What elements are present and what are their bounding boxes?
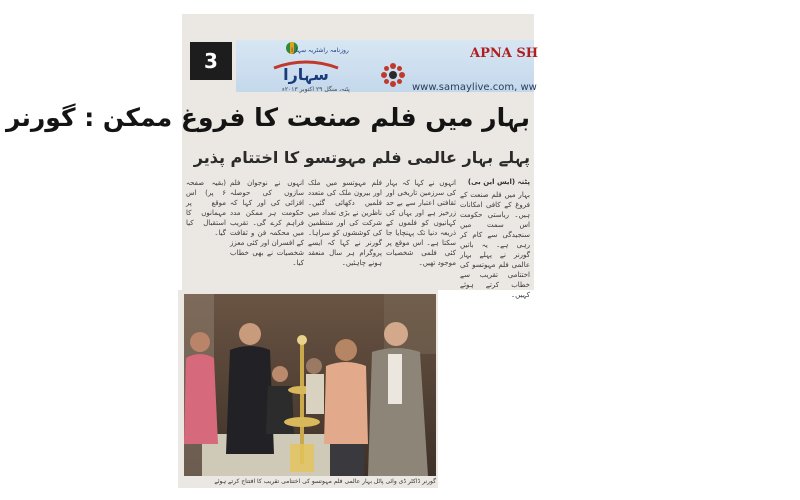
sahara-logo (270, 38, 349, 88)
website-label: www.samaylive.com, ww (412, 82, 537, 93)
article-column-5: (بقیہ صفحہ ۶ پر) اس موقع پر مہمانوں کا استقبال کیا گیا۔ (186, 179, 226, 237)
paper-name-logo-text: سہارا (283, 65, 329, 84)
dateline: پٹنہ (ایس این بی) (467, 178, 530, 186)
article-column-2: انہوں نے کہا کہ بہار کی سرزمین تاریخی اور ثقافتی اعتبار سے بے حد زرخیز ہے اور یہاں کی کہانیوں کو فلموں کے ذریعہ دنیا تک پہنچایا جا سکتا ہے۔ اس موقع پر کئی فلمی شخصیات موجود تھیں۔ (386, 179, 456, 267)
article-column-3: فلم مہوتسو میں ملک اور بیرون ملک کی متعدد فلمیں دکھائی گئیں۔ ناظرین نے بڑی تعداد میں شرکت کی اور منتظمین کی کوششوں کو سراہا۔ گورنر نے کہا کہ ایسے پروگرام ہر سال منعقد ہونے چاہئیں۔ (308, 179, 382, 267)
headline: بہار میں فلم صنعت کا فروغ ممکن : گورنر (5, 103, 530, 132)
article-column-4: انہوں نے نوجوان فلم سازوں کی حوصلہ افزائی کی اور کہا کہ حکومت ہر ممکن مدد فراہم کرے گی۔ تقریب میں محکمہ فن و ثقافت کے افسران اور کئی معزز شخصیات نے بھی خطاب کیا۔ (230, 179, 304, 267)
paper-name-small: روزنامہ راشٹریہ سہارا (291, 47, 349, 54)
flower-emblem-icon (380, 62, 406, 88)
apna-label: APNA SH (470, 46, 539, 61)
article-column-1: بہار میں فلم صنعت کے فروغ کے کافی امکانات ہیں۔ ریاستی حکومت اس سمت میں سنجیدگی سے کام کر رہی ہے۔ یہ باتیں گورنر نے پہلے بہار عالمی فلم مہوتسو کی اختتامی تقریب سے خطاب کرتے ہوئے کہیں۔ (460, 191, 530, 299)
photo-caption: گورنر ڈاکٹر ڈی وائی پاٹل بہار عالمی فلم مہوتسو کی اختتامی تقریب کا افتتاح کرتے ہوئے (214, 478, 436, 485)
subheadline: پہلے بہار عالمی فلم مہوتسو کا اختتام پذیر (193, 148, 530, 167)
ceremony-photo (184, 294, 436, 476)
masthead-date: پٹنہ، منگل ۲۹ اکتوبر ۲۰۱۳ء (282, 86, 350, 93)
page-number: 3 (190, 42, 232, 80)
